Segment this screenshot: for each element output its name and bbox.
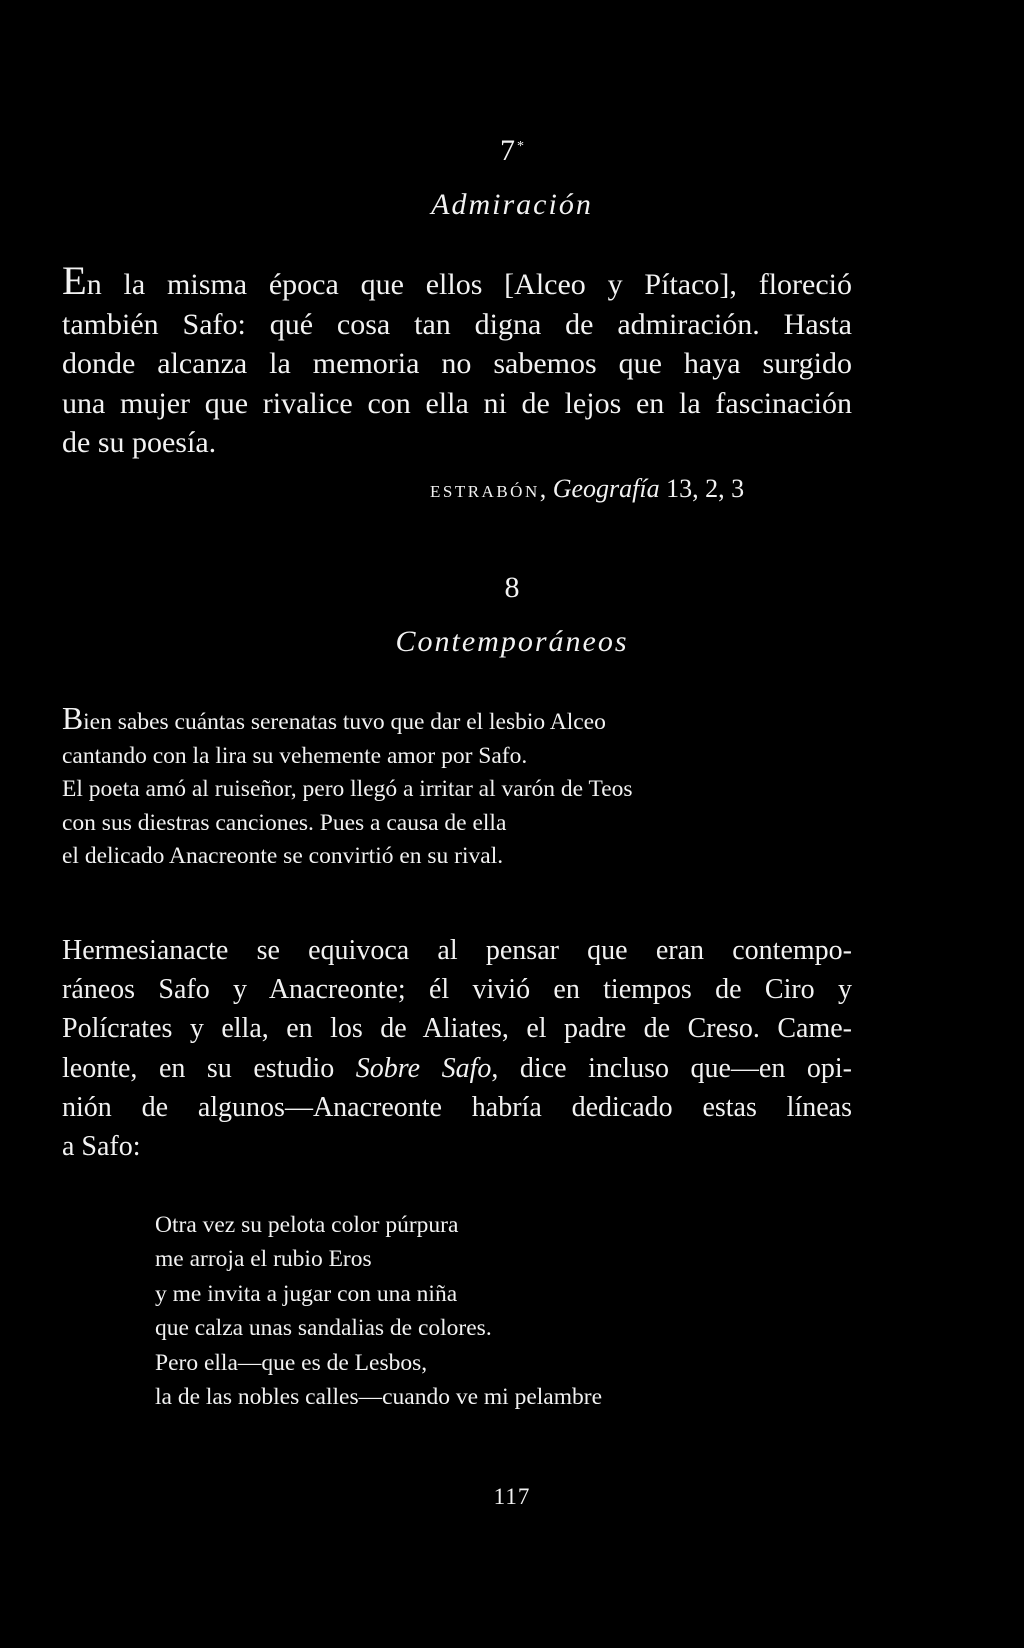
text-line: En la misma época que ellos [Alceo y Pítaco], floreció [62,258,852,303]
text-line: Bien sabes cuántas serenatas tuvo que dar el lesbio Alceo [62,701,606,736]
footnote-marker: * [517,139,524,154]
text-line: ráneos Safo y Anacreonte; él vivió en tiempos de Ciro y [62,974,852,1006]
section-number-text: 7 [500,134,515,167]
text-line: nión de algunos—Anacreonte habría dedicado estas líneas [62,1091,852,1123]
verse-line: Pero ella—que es de Lesbos, [155,1349,428,1376]
section-number-8: 8 [504,571,520,604]
paragraph-strabo [62,258,852,463]
work-title: Sobre Safo [355,1052,492,1084]
section-title-contemporaneos: Contemporáneos [395,625,629,658]
source-citation: ESTRABÓN, Geografía 13, 2, 3 [430,474,745,503]
verse-line: la de las nobles calles—cuando ve mi pelambre [155,1384,602,1411]
text-line: también Safo: qué cosa tan digna de admiración. Hasta [62,307,852,341]
citation-author: ESTRABÓN [430,482,540,501]
text-line: Polícrates y ella, en los de Aliates, el padre de Creso. Came- [62,1013,852,1045]
text-line: Hermesianacte se equivoca al pensar que eran contempo- [62,935,852,966]
section-title-admiracion: Admiración [431,188,593,221]
paragraph-commentary [62,931,852,1166]
text-line: a Safo: [62,1131,141,1163]
dropcap: B [62,701,84,736]
text-line: de su poesía. [62,426,217,459]
text-line: El poeta amó al ruiseñor, pero llegó a irritar al varón de Teos [62,776,633,802]
text-line: leonte, en su estudio Sobre Safo, dice incluso que—en opi- [62,1052,852,1084]
text-line: con sus diestras canciones. Pues a causa de ella [62,809,507,836]
text-line: cantando con la lira su vehemente amor por Safo. [62,742,528,769]
dropcap: E [62,258,87,303]
paragraph-hermesianax [62,701,852,874]
verse-line: Otra vez su pelota color púrpura [155,1212,459,1238]
citation-work: Geografía [552,474,660,503]
verse-line: me arroja el rubio Eros [155,1246,372,1273]
verse-line: y me invita a jugar con una niña [155,1280,458,1307]
verse-line: que calza unas sandalias de colores. [155,1315,492,1342]
page-number: 117 [493,1484,531,1509]
verse-quotation [155,1208,855,1414]
text-line: una mujer que rivalice con ella ni de lejos en la fascinación [62,386,852,420]
section-number-7 [0,133,1024,169]
text-line: donde alcanza la memoria no sabemos que haya surgido [62,347,852,380]
citation-ref: 13, 2, 3 [666,474,745,503]
text-line: el delicado Anacreonte se convirtió en su rival. [62,843,504,869]
